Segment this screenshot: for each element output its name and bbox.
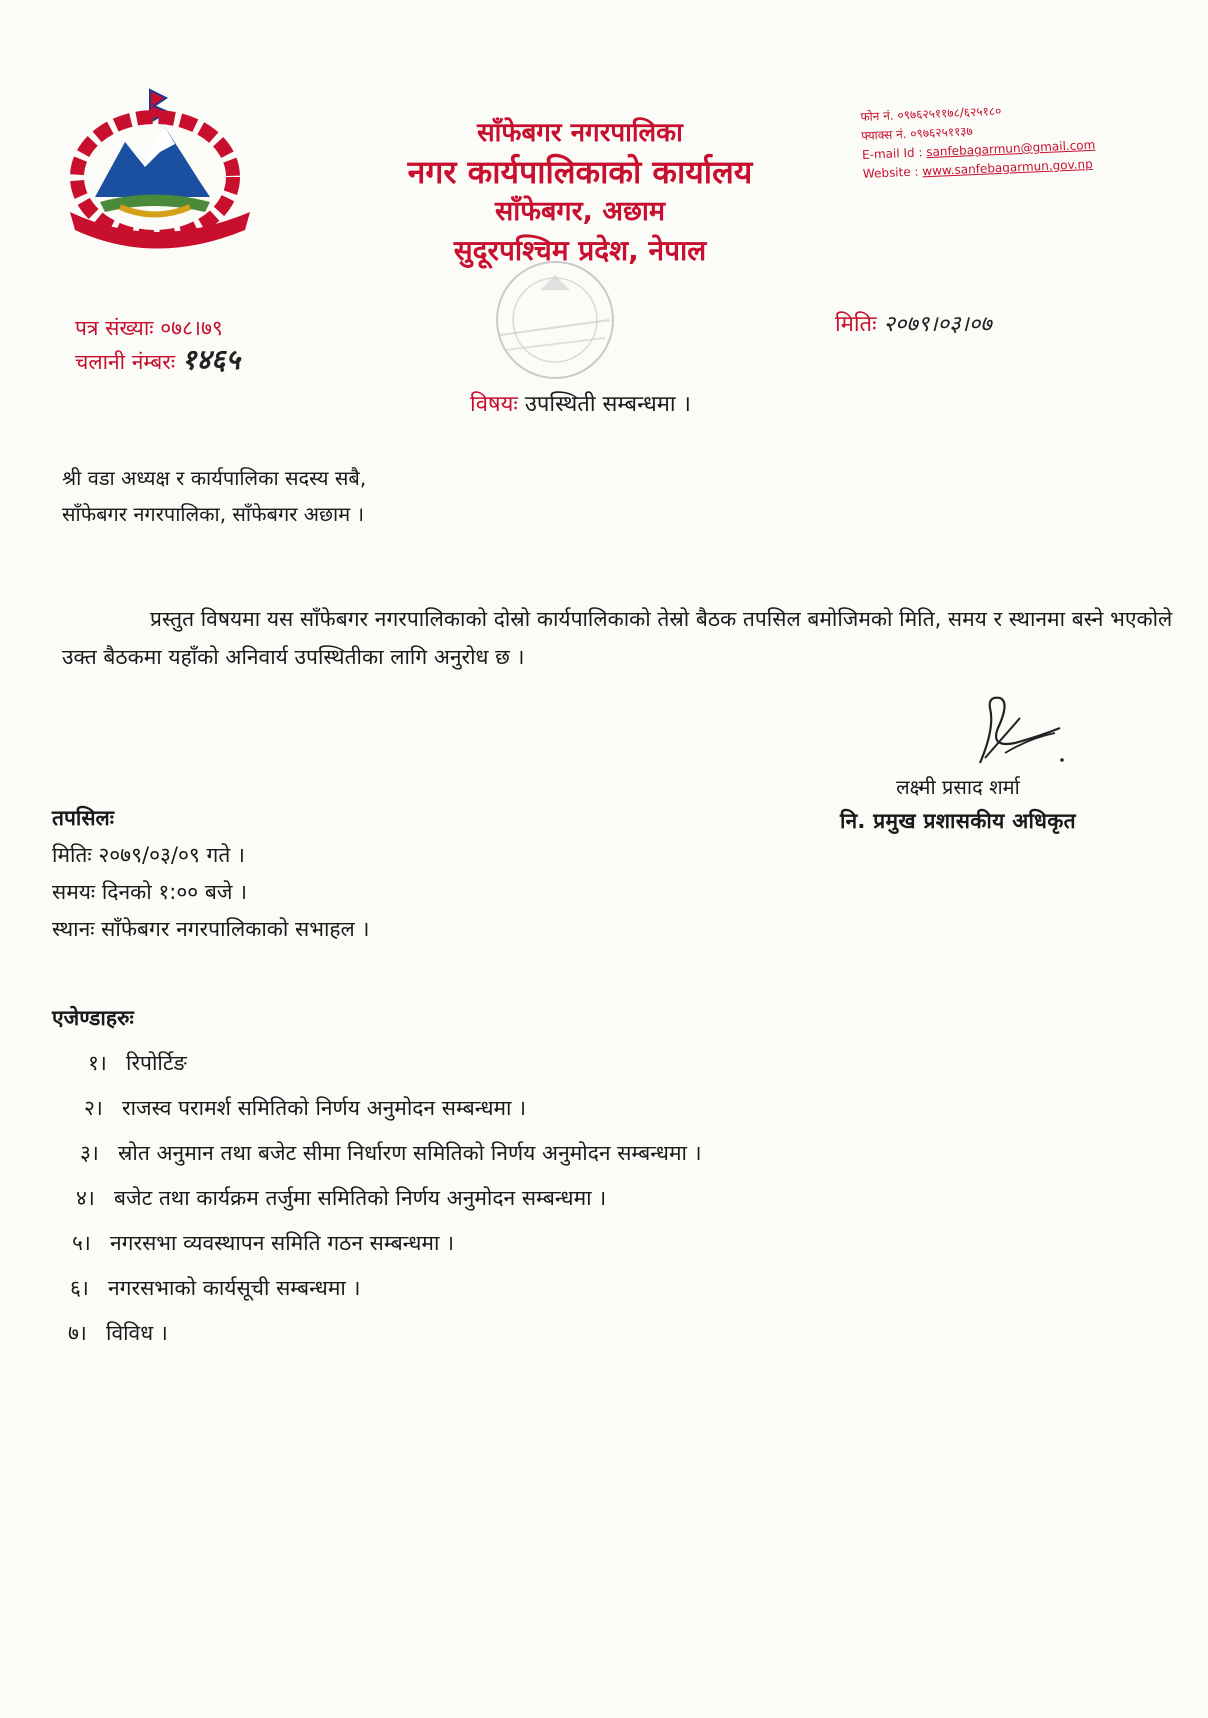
signature-icon [960,688,1080,778]
list-item [70,1266,702,1311]
list-item [68,1311,702,1356]
email-link[interactable]: sanfebagarmun@gmail.com [925,137,1096,160]
recipient-line-1: श्री वडा अध्यक्ष र कार्यपालिका सदस्य सबै, [62,466,367,490]
website-link[interactable]: www.sanfebagarmun.gov.np [922,156,1094,179]
letter-number-label: पत्र संख्याः [75,316,154,340]
agenda-number: ४। [76,1186,95,1210]
signatory-name: लक्ष्मी प्रसाद शर्मा [896,775,1020,799]
letter-number-line [75,312,240,344]
office-stamp-icon [460,250,660,400]
email-label: E-mail Id : [861,145,923,162]
date-label: मितिः [835,312,877,337]
agenda-list [52,1041,702,1356]
list-item [88,1041,702,1086]
agenda-text: स्रोत अनुमान तथा बजेट सीमा निर्धारण समितिको निर्णय अनुमोदन सम्बन्धमा । [118,1141,702,1165]
date-value: २०७९।०३।०७ [883,312,992,337]
dispatch-number: १४६५ [181,343,241,376]
meeting-place: स्थानः साँफेबगर नगरपालिकाको सभाहल । [52,917,370,941]
letter-number: ०७८।७९ [160,316,223,340]
recipient-line-2: साँफेबगर नगरपालिका, साँफेबगर अछाम । [62,502,365,526]
meeting-time: समयः दिनको १:०० बजे । [52,880,248,904]
agenda-section [52,996,702,1356]
dispatch-number-line [75,344,240,378]
list-item [84,1086,702,1131]
details-heading: तपसिलः [52,806,115,830]
fax-number: फ्याक्स नं. ०९७६२५११३७ [860,124,974,143]
signatory-title: नि. प्रमुख प्रशासकीय अधिकृत [840,809,1076,833]
letterhead [360,115,800,271]
agenda-text: विविध । [106,1321,168,1345]
letter-body [62,600,1182,676]
agenda-text: राजस्व परामर्श समितिको निर्णय अनुमोदन सम्बन्धमा । [122,1096,527,1120]
agenda-text: नगरसभा व्यवस्थापन समिति गठन सम्बन्धमा । [110,1231,455,1255]
website-label: Website : [862,164,919,181]
province-country: सुदूरपश्चिम प्रदेश, नेपाल [453,234,707,267]
list-item [76,1176,702,1221]
office-location: साँफेबगर, अछाम [494,196,666,227]
agenda-text: नगरसभाको कार्यसूची सम्बन्धमा । [108,1276,361,1300]
contact-info [860,94,1183,184]
agenda-text: रिपोर्टिङ [126,1051,187,1075]
phone-number: फोन नं. ०९७६२५११७८/६२५१८० [860,103,1002,124]
signatory-block [840,770,1076,838]
meeting-details [52,800,369,948]
nepal-emblem-icon [50,82,270,262]
subject-line [470,388,691,418]
list-item [80,1131,702,1176]
agenda-number: ६। [70,1276,89,1300]
municipality-name: साँफेबगर नगरपालिका [477,118,683,148]
agenda-heading: एजेण्डाहरुः [52,1006,134,1030]
letter-date [835,308,992,338]
agenda-number: ७। [68,1321,87,1345]
agenda-number: २। [84,1096,103,1120]
subject-text: उपस्थिती सम्बन्धमा । [524,392,691,417]
agenda-number: ५। [72,1231,91,1255]
reference-block [75,312,240,378]
agenda-number: १। [88,1051,107,1075]
recipient-block [62,460,366,532]
list-item [72,1221,702,1266]
subject-label: विषयः [470,392,518,417]
agenda-number: ३। [80,1141,99,1165]
body-paragraph: प्रस्तुत विषयमा यस साँफेबगर नगरपालिकाको दोस्रो कार्यपालिकाको तेस्रो बैठक तपसिल बमोजिमको मिति, समय र स्थानमा बस्ने भएकोले उक्त बैठकमा यहाँको अनिवार्य उपस्थितीका लागि अनुरोध छ । [62,607,1173,669]
meeting-date: मितिः २०७९/०३/०९ गते । [52,843,245,867]
agenda-text: बजेट तथा कार्यक्रम तर्जुमा समितिको निर्णय अनुमोदन सम्बन्धमा । [114,1186,607,1210]
dispatch-number-label: चलानी नंम्बरः [75,350,176,374]
office-name: नगर कार्यपालिकाको कार्यालय [407,153,753,191]
